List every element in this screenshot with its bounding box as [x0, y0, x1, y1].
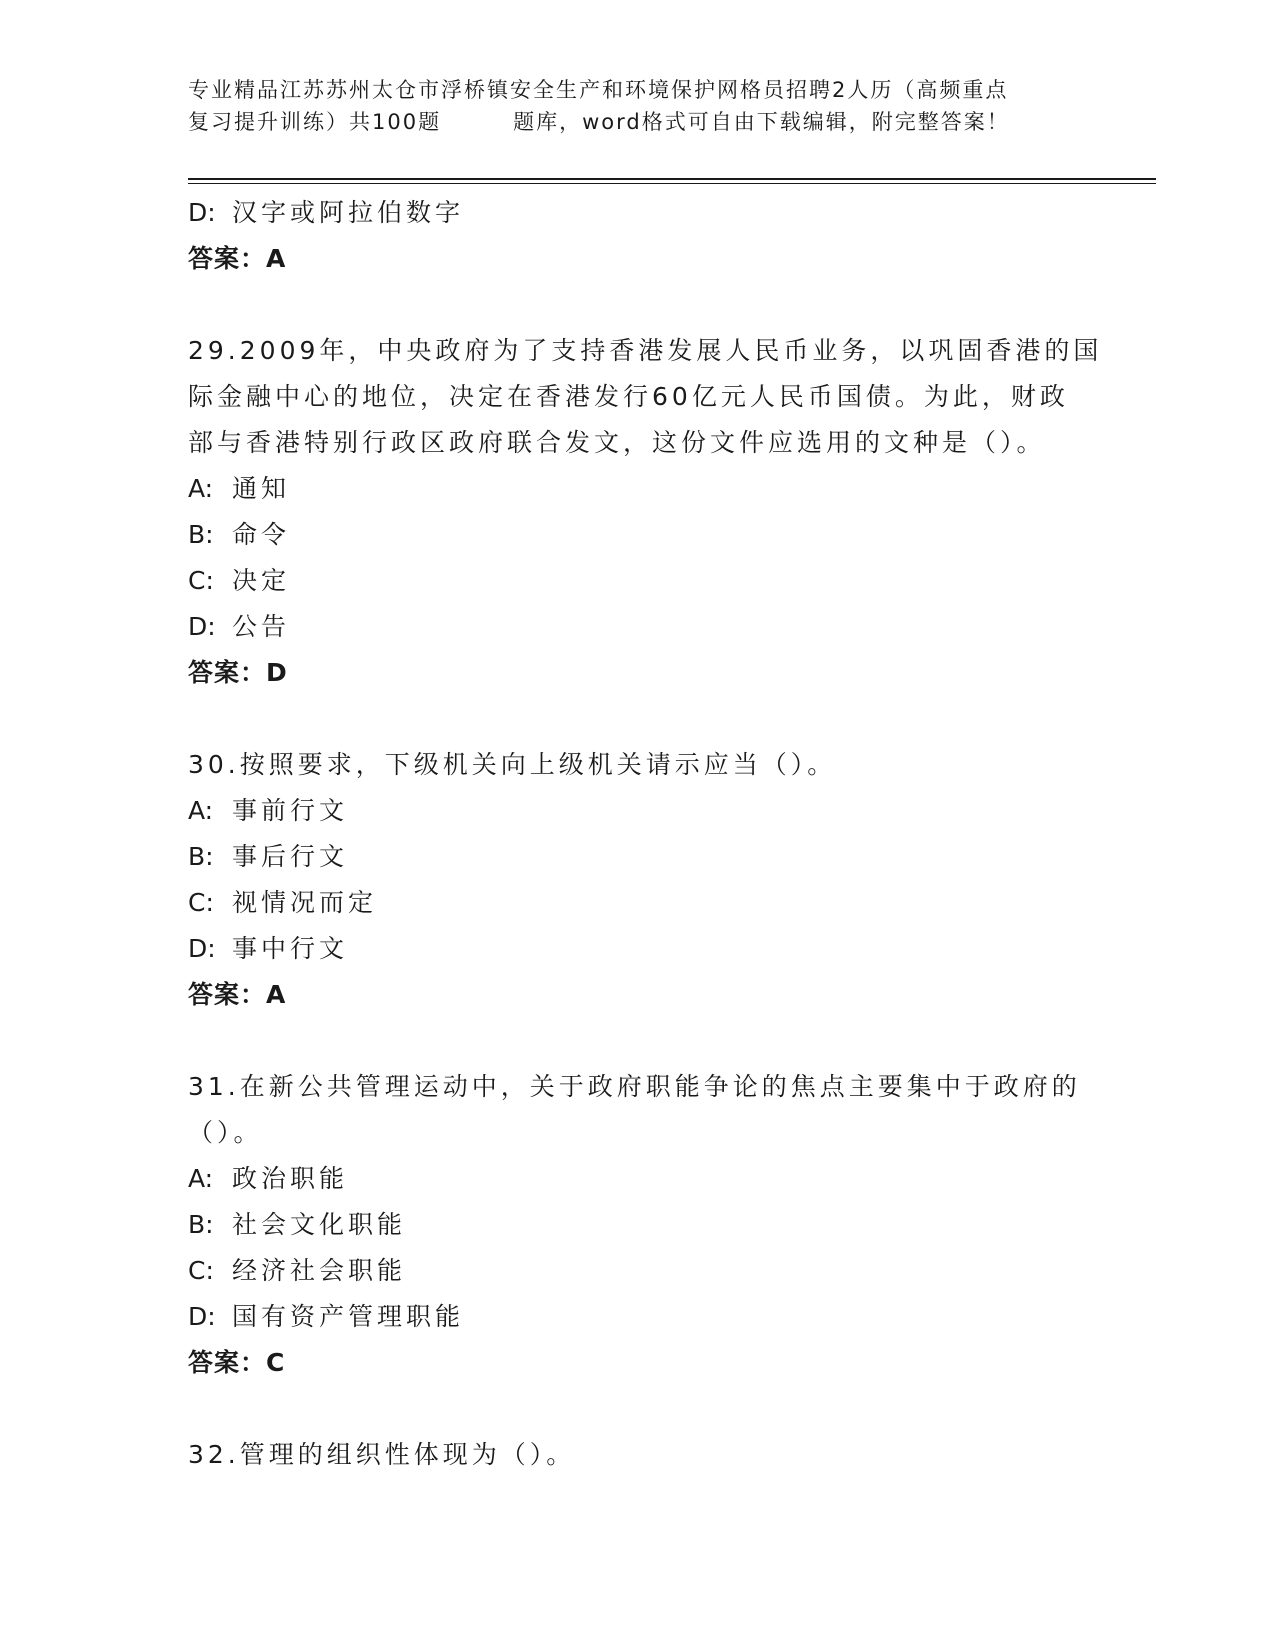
question-32 — [188, 1432, 1088, 1478]
option-row — [188, 1156, 1088, 1202]
question-text-line: 32.管理的组织性体现为（）。 — [188, 1440, 576, 1469]
question-list — [188, 190, 1103, 1478]
option-row — [188, 1202, 1088, 1248]
option-text: 通知 — [232, 474, 291, 503]
option-row — [188, 466, 1088, 512]
answer-line: 答案：C — [188, 1348, 286, 1377]
header-line-1: 专业精品江苏苏州太仓市浮桥镇安全生产和环境保护网格员招聘2人历（高频重点 — [188, 78, 1009, 102]
option-text: 事前行文 — [232, 796, 349, 825]
option-text: 政治职能 — [232, 1164, 349, 1193]
question-30 — [188, 742, 1088, 1018]
option-row — [188, 558, 1088, 604]
option-key: D: — [188, 198, 216, 227]
answer-line: 答案：A — [188, 980, 287, 1009]
option-row — [188, 512, 1088, 558]
option-key: C: — [188, 566, 214, 595]
option-text: 事中行文 — [232, 934, 349, 963]
option-key: C: — [188, 888, 214, 917]
header-line-2 — [188, 106, 1088, 138]
question-text-line: 30.按照要求，下级机关向上级机关请示应当（）。 — [188, 750, 837, 779]
option-text: 汉字或阿拉伯数字 — [232, 198, 465, 227]
option-key: D: — [188, 934, 216, 963]
option-key: A: — [188, 474, 214, 503]
option-row — [188, 1294, 1088, 1340]
option-row — [188, 604, 1088, 650]
option-text: 命令 — [232, 520, 291, 549]
option-row — [188, 190, 1088, 236]
option-row — [188, 880, 1088, 926]
answer-line: 答案：D — [188, 658, 288, 687]
header-line-2-part-b: 题库，word格式可自由下载编辑，附完整答案！ — [513, 110, 1010, 134]
option-text: 国有资产管理职能 — [232, 1302, 465, 1331]
question-text-line: 31.在新公共管理运动中，关于政府职能争论的焦点主要集中于政府的 — [188, 1072, 1081, 1101]
question-text-line: 际金融中心的地位，决定在香港发行60亿元人民币国债。为此，财政 — [188, 382, 1069, 411]
option-text: 事后行文 — [232, 842, 349, 871]
option-row — [188, 926, 1088, 972]
option-key: D: — [188, 1302, 216, 1331]
option-row — [188, 1248, 1088, 1294]
header-line-2-part-a: 复习提升训练）共100题 — [188, 110, 442, 134]
option-text: 决定 — [232, 566, 291, 595]
question-text-line: 29.2009年，中央政府为了支持香港发展人民币业务，以巩固香港的国 — [188, 336, 1103, 365]
question-text-line: 部与香港特别行政区政府联合发文，这份文件应选用的文种是（）。 — [188, 428, 1046, 457]
question-29 — [188, 328, 1103, 696]
header-divider-thin — [188, 183, 1156, 184]
option-row — [188, 834, 1088, 880]
option-key: A: — [188, 796, 214, 825]
header-divider-thick — [188, 178, 1156, 180]
option-text: 社会文化职能 — [232, 1210, 407, 1239]
option-key: B: — [188, 842, 214, 871]
question-31 — [188, 1064, 1088, 1386]
option-row — [188, 788, 1088, 834]
document-header — [188, 74, 1088, 138]
option-key: B: — [188, 1210, 214, 1239]
option-text: 经济社会职能 — [232, 1256, 407, 1285]
option-key: A: — [188, 1164, 214, 1193]
option-key: B: — [188, 520, 214, 549]
option-key: C: — [188, 1256, 214, 1285]
option-text: 视情况而定 — [232, 888, 378, 917]
option-text: 公告 — [232, 612, 291, 641]
answer-line: 答案：A — [188, 244, 287, 273]
question-text-line: （）。 — [188, 1118, 263, 1147]
option-key: D: — [188, 612, 216, 641]
